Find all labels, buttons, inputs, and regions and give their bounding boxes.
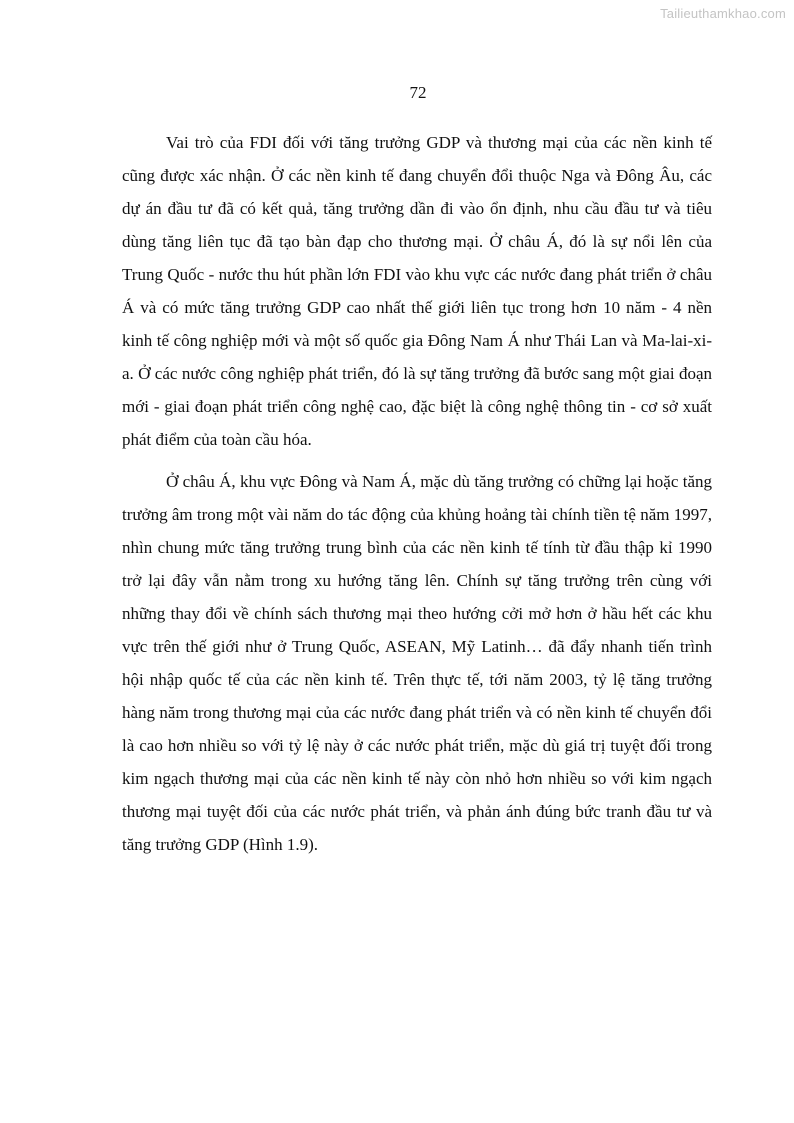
paragraph-asia-growth: Ở châu Á, khu vực Đông và Nam Á, mặc dù tăng trưởng có chững lại hoặc tăng trưởng âm trong một vài năm do tác động của khủng hoảng tài chính tiền tệ năm 1997, nhìn chung mức tăng trưởng trung bình của các nền kinh tế tính từ đầu thập kỉ 1990 trở lại đây vẫn nằm trong xu hướng tăng lên. Chính sự tăng trưởng trên cùng với những thay đổi về chính sách thương mại theo hướng cởi mở hơn ở hầu hết các khu vực trên thế giới như ở Trung Quốc, ASEAN, Mỹ Latinh… đã đẩy nhanh tiến trình hội nhập quốc tế của các nền kinh tế. Trên thực tế, tới năm 2003, tỷ lệ tăng trưởng hàng năm trong thương mại của các nước đang phát triển và có nền kinh tế chuyển đổi là cao hơn nhiều so với tỷ lệ này ở các nước phát triển, mặc dù giá trị tuyệt đối trong kim ngạch thương mại của các nền kinh tế này còn nhỏ hơn nhiều so với kim ngạch thương mại tuyệt đối của các nước phát triển, và phản ánh đúng bức tranh đầu tư và tăng trưởng GDP (Hình 1.9). — [122, 472, 712, 854]
watermark: Tailieuthamkhao.com — [660, 6, 786, 21]
document-body — [122, 126, 712, 861]
page-number: 72 — [409, 83, 427, 102]
paragraph-fdi-role: Vai trò của FDI đối với tăng trưởng GDP và thương mại của các nền kinh tế cũng được xác nhận. Ở các nền kinh tế đang chuyển đổi thuộc Nga và Đông Âu, các dự án đầu tư đã có kết quả, tăng trưởng dần đi vào ổn định, nhu cầu đầu tư và tiêu dùng tăng liên tục đã tạo bàn đạp cho thương mại. Ở châu Á, đó là sự nổi lên của Trung Quốc - nước thu hút phần lớn FDI vào khu vực các nước đang phát triển ở châu Á và có mức tăng trưởng GDP cao nhất thế giới liên tục trong hơn 10 năm - 4 nền kinh tế công nghiệp mới và một số quốc gia Đông Nam Á như Thái Lan và Ma-lai-xi-a. Ở các nước công nghiệp phát triển, đó là sự tăng trưởng đã bước sang một giai đoạn mới - giai đoạn phát triển công nghệ cao, đặc biệt là công nghệ thông tin - cơ sở xuất phát điểm của toàn cầu hóa. — [122, 133, 712, 449]
